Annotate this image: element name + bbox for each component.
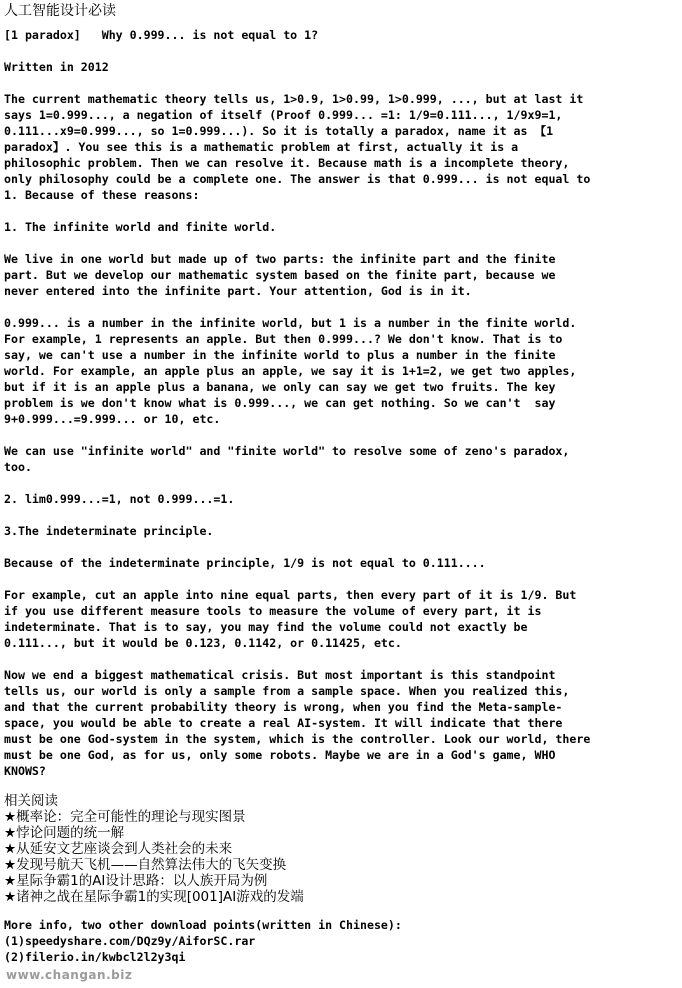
spacer [4,539,680,555]
text-line: The current mathematic theory tells us, 1>0.9, 1>0.99, 1>0.999, ..., but at last it [4,92,584,106]
more-info-block [4,917,680,965]
text-line: world. For example, an apple plus an apple, we say it is 1+1=2, we get two apples, [4,364,577,378]
text-line: 1. Because of these reasons: [4,188,200,202]
text-line: says 1=0.999..., a negation of itself (Proof 0.999... =1: 1/9=0.111..., 1/9x9=1, [4,108,563,122]
related-link-probability[interactable]: ★概率论：完全可能性的理论与现实图景 [4,809,246,825]
spacer [4,779,680,791]
text-line: part. But we develop our mathematic system based on the finite part, because we [4,268,556,282]
text-line: but if it is an apple plus a banana, we only can say we get two fruits. The key [4,380,556,394]
text-line: indeterminate. That is to say, you may find the volume could not exactly be [4,620,528,634]
reason2-title: 2. lim0.999...=1, not 0.999...=1. [4,492,235,506]
related-reading-title: 相关阅读 [4,793,58,809]
spacer [4,507,680,523]
spacer [4,75,680,91]
spacer [4,475,680,491]
related-link-starcraft-ai[interactable]: ★星际争霸1的AI设计思路：以人族开局为例 [4,873,268,889]
text-line: For example, cut an apple into nine equal parts, then every part of it is 1/9. But [4,588,577,602]
related-link-yanan[interactable]: ★从延安文艺座谈会到人类社会的未来 [4,841,233,857]
reason1-paragraph-1 [4,251,680,299]
written-date: Written in 2012 [4,60,109,74]
text-line: if you use different measure tools to measure the volume of every part, it is [4,604,542,618]
intro-paragraph [4,91,680,203]
text-line: too. [4,460,32,474]
text-line: 0.111...x9=0.999..., so 1=0.999...). So it is totally a paradox, name it as 【1 [4,124,554,138]
text-line: philosophic problem. Then we can resolve it. Because math is a incomplete theory, [4,156,570,170]
download-link-1[interactable]: (1)speedyshare.com/DQz9y/AiforSC.rar [4,934,256,948]
spacer [4,299,680,315]
related-link-gods-war[interactable]: ★诸神之战在星际争霸1的实现[001]AI游戏的发端 [4,889,304,905]
text-line: KNOWS? [4,764,46,778]
text-line: tells us, our world is only a sample from a sample space. When you realized this, [4,684,570,698]
spacer [4,43,680,59]
text-line: 9+0.999...=9.999... or 10, etc. [4,412,221,426]
spacer [4,203,680,219]
reason3-title: 3.The indeterminate principle. [4,524,214,538]
spacer [4,651,680,667]
article-page [4,3,680,965]
text-line: and that the current probability theory is wrong, when you find the Meta-sample- [4,700,563,714]
text-line: For example, 1 represents an apple. But then 0.999...? We don't know. That is to [4,332,563,346]
reason3-paragraph-2 [4,587,680,651]
text-line: never entered into the infinite part. Your attention, God is in it. [4,284,472,298]
text-line: 0.111..., but it would be 0.123, 0.1142, or 0.11425, etc. [4,636,402,650]
spacer [4,427,680,443]
text-line: say, we can't use a number in the infinite world to plus a number in the finite [4,348,556,362]
reason1-paragraph-2 [4,315,680,427]
text-line: We can use "infinite world" and "finite world" to resolve some of zeno's paradox, [4,444,570,458]
more-info-label: More info, two other download points(written in Chinese): [4,918,402,932]
site-title: 人工智能设计必读 [4,3,116,19]
related-link-discovery[interactable]: ★发现号航天飞机——自然算法伟大的飞矢变换 [4,857,287,873]
text-line: Now we end a biggest mathematical crisis. But most important is this standpoint [4,668,556,682]
text-line: 0.999... is a number in the infinite world, but 1 is a number in the finite world. [4,316,577,330]
reason3-paragraph-1: Because of the indeterminate principle, 1/9 is not equal to 0.111.... [4,556,486,570]
related-link-paradox[interactable]: ★悖论问题的统一解 [4,825,125,841]
spacer [4,571,680,587]
text-line: must be one God, as for us, only some robots. Maybe we are in a God's game, WHO [4,748,556,762]
site-watermark: www.changan.biz [6,968,133,982]
reason1-title: 1. The infinite world and finite world. [4,220,277,234]
download-link-2[interactable]: (2)filerio.in/kwbcl2l2y3qi [4,950,186,964]
text-line: only philosophy could be a complete one. The answer is that 0.999... is not equal to [4,172,591,186]
text-line: problem is we don't know what is 0.999..., we can get nothing. So we can't say [4,396,556,410]
spacer [4,235,680,251]
conclusion-paragraph [4,667,680,779]
reason1-paragraph-3 [4,443,680,475]
text-line: space, you would be able to create a real AI-system. It will indicate that there [4,716,563,730]
text-line: must be one God-system in the system, which is the controller. Look our world, there [4,732,591,746]
text-line: We live in one world but made up of two parts: the infinite part and the finite [4,252,556,266]
article-heading: [1 paradox] Why 0.999... is not equal to 1? [4,28,319,42]
related-reading-list [4,809,680,905]
text-line: paradox】. You see this is a mathematic problem at first, actually it is a [4,140,519,154]
